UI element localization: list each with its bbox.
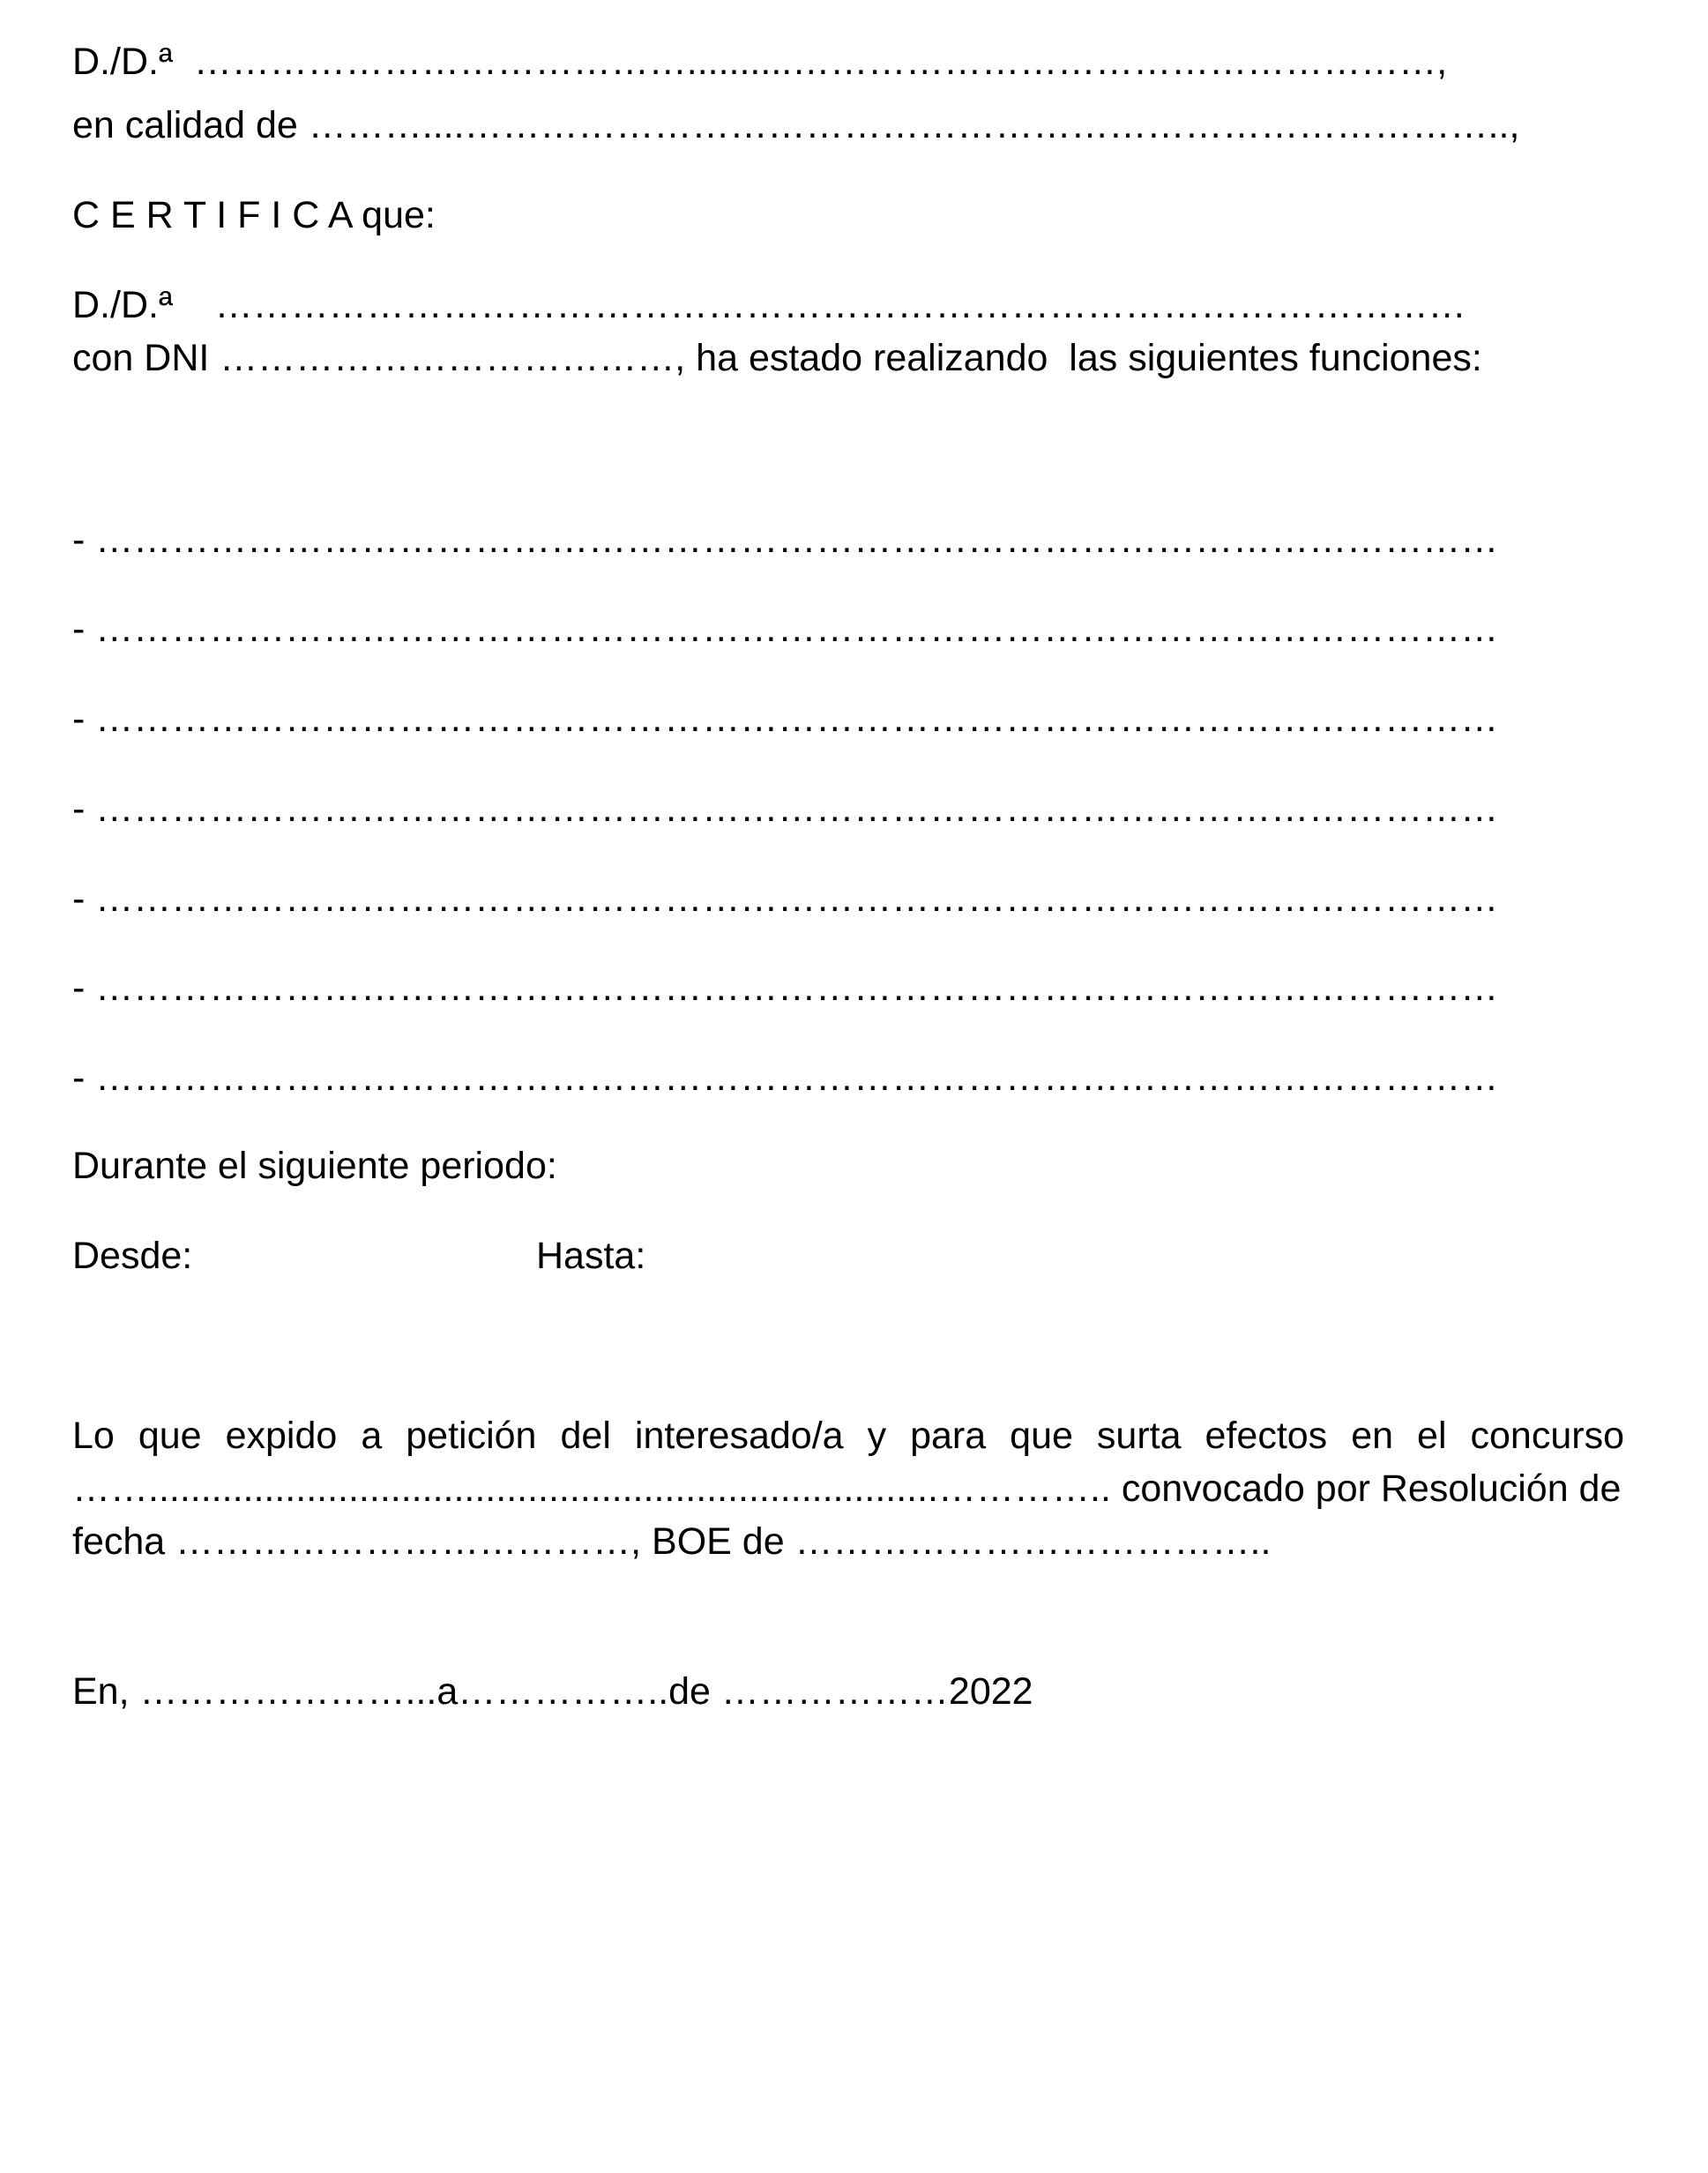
period-intro: Durante el siguiente periodo: [72,1145,557,1187]
header-role-line: en calidad de ………....……………………………………………………………………….., [72,104,1520,146]
person-name-line: D./D.ª ……………………………………………………………………………………… [72,284,1466,326]
function-line-6: - ………………………………………………………………………………………………… [72,967,1499,1009]
function-line-2: - ………………………………………………………………………………………………… [72,608,1499,650]
closing-line-2: ……...........................................................................………….. convocado por Resolución de [72,1467,1622,1510]
function-line-7: - ………………………………………………………………………………………………… [72,1057,1499,1099]
function-line-5: - ………………………………………………………………………………………………… [72,877,1499,920]
function-line-1: - ………………………………………………………………………………………………… [72,519,1499,561]
function-line-3: - ………………………………………………………………………………………………… [72,698,1499,740]
function-line-4: - ………………………………………………………………………………………………… [72,788,1499,830]
hasta-label: Hasta: [536,1235,646,1277]
header-name-line: D./D.ª …………………………………..........……………………………………………, [72,41,1448,83]
person-dni-line: con DNI ………………………………, ha estado realizando las siguientes funciones: [72,337,1482,379]
signature-place-date-line: En, …………………...a……………..de ………………2022 [72,1670,1033,1713]
desde-label: Desde: [72,1235,193,1277]
certifica-heading: C E R T I F I C A que: [72,194,436,236]
closing-line-3: fecha ………………………………, BOE de ……………………………….. [72,1520,1272,1563]
closing-line-1: Lo que expido a petición del interesado/a y para que surta efectos en el concurso [72,1415,1624,1457]
